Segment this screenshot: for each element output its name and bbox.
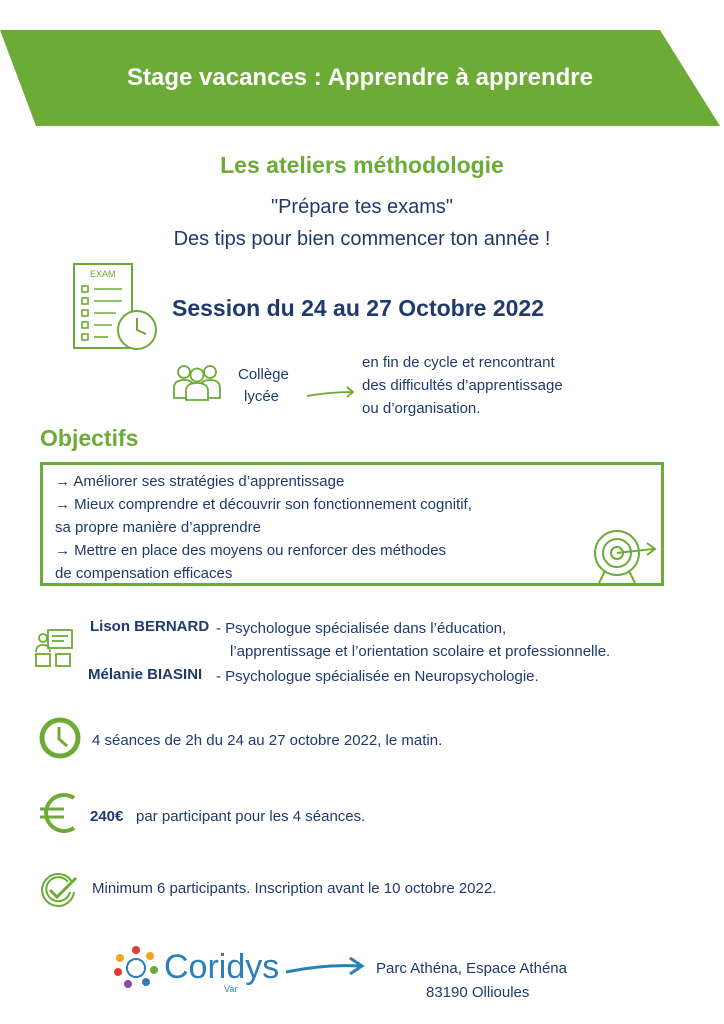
speaker-2-role: - Psychologue spécialisée en Neuropsychologie.	[216, 668, 539, 685]
audience-level-2: lycée	[244, 388, 280, 405]
speaker-1-name: Lison BERNARD	[90, 618, 210, 635]
audience-desc-1: en fin de cycle et rencontrant	[362, 354, 555, 371]
audience-level-1: Collège	[238, 366, 289, 383]
minimum-text: Minimum 6 participants. Inscription avant le 10 octobre 2022.	[92, 880, 497, 897]
euro-icon	[38, 790, 80, 836]
exam-clipboard-icon	[72, 262, 162, 354]
objective-line: sa propre manière d’apprendre	[55, 519, 261, 536]
target-icon	[589, 527, 661, 583]
arrow-right-icon	[284, 954, 366, 978]
audience-desc-2: des difficultés d’apprentissage	[362, 377, 563, 394]
workshop-tagline: Des tips pour bien commencer ton année !	[173, 228, 551, 250]
objectives-title: Objectifs	[40, 425, 139, 451]
address-line-1: Parc Athéna, Espace Athéna	[376, 960, 567, 977]
header-banner	[0, 30, 720, 126]
objective-line: de compensation efficaces	[55, 565, 233, 582]
workshop-heading: Les ateliers méthodologie	[220, 152, 504, 178]
objective-line: → Mieux comprendre et découvrir son fonctionnement cognitif,	[55, 496, 472, 513]
objectives-box	[40, 462, 664, 586]
price-text: par participant pour les 4 séances.	[136, 808, 366, 825]
group-people-icon	[172, 362, 222, 402]
arrow-right-icon	[305, 384, 357, 400]
teacher-board-icon	[34, 628, 74, 668]
audience-desc-3: ou d’organisation.	[362, 400, 481, 417]
coridys-logo-text: Coridys	[164, 948, 280, 986]
address-line-2: 83190 Ollioules	[426, 984, 530, 1001]
speaker-1-role-2: l’apprentissage et l’orientation scolaire et professionnelle.	[230, 643, 611, 660]
coridys-logo-icon	[110, 944, 162, 990]
price-amount: 240€	[90, 808, 124, 825]
speaker-1-role-1: - Psychologue spécialisée dans l’éducation,	[216, 620, 507, 637]
exam-icon-label: EXAM	[90, 269, 116, 279]
check-circle-icon	[38, 870, 80, 910]
clock-icon	[38, 716, 82, 760]
banner-title: Stage vacances : Apprendre à apprendre	[127, 64, 593, 91]
schedule-text: 4 séances de 2h du 24 au 27 octobre 2022, le matin.	[92, 732, 443, 749]
session-dates: Session du 24 au 27 Octobre 2022	[172, 295, 544, 321]
coridys-logo-sub: Var	[224, 984, 238, 994]
workshop-quote: "Prépare tes exams"	[270, 196, 454, 218]
objective-line: → Mettre en place des moyens ou renforcer des méthodes	[55, 542, 447, 559]
objective-line: → Améliorer ses stratégies d’apprentissage	[55, 473, 345, 490]
speaker-2-name: Mélanie BIASINI	[88, 666, 203, 683]
